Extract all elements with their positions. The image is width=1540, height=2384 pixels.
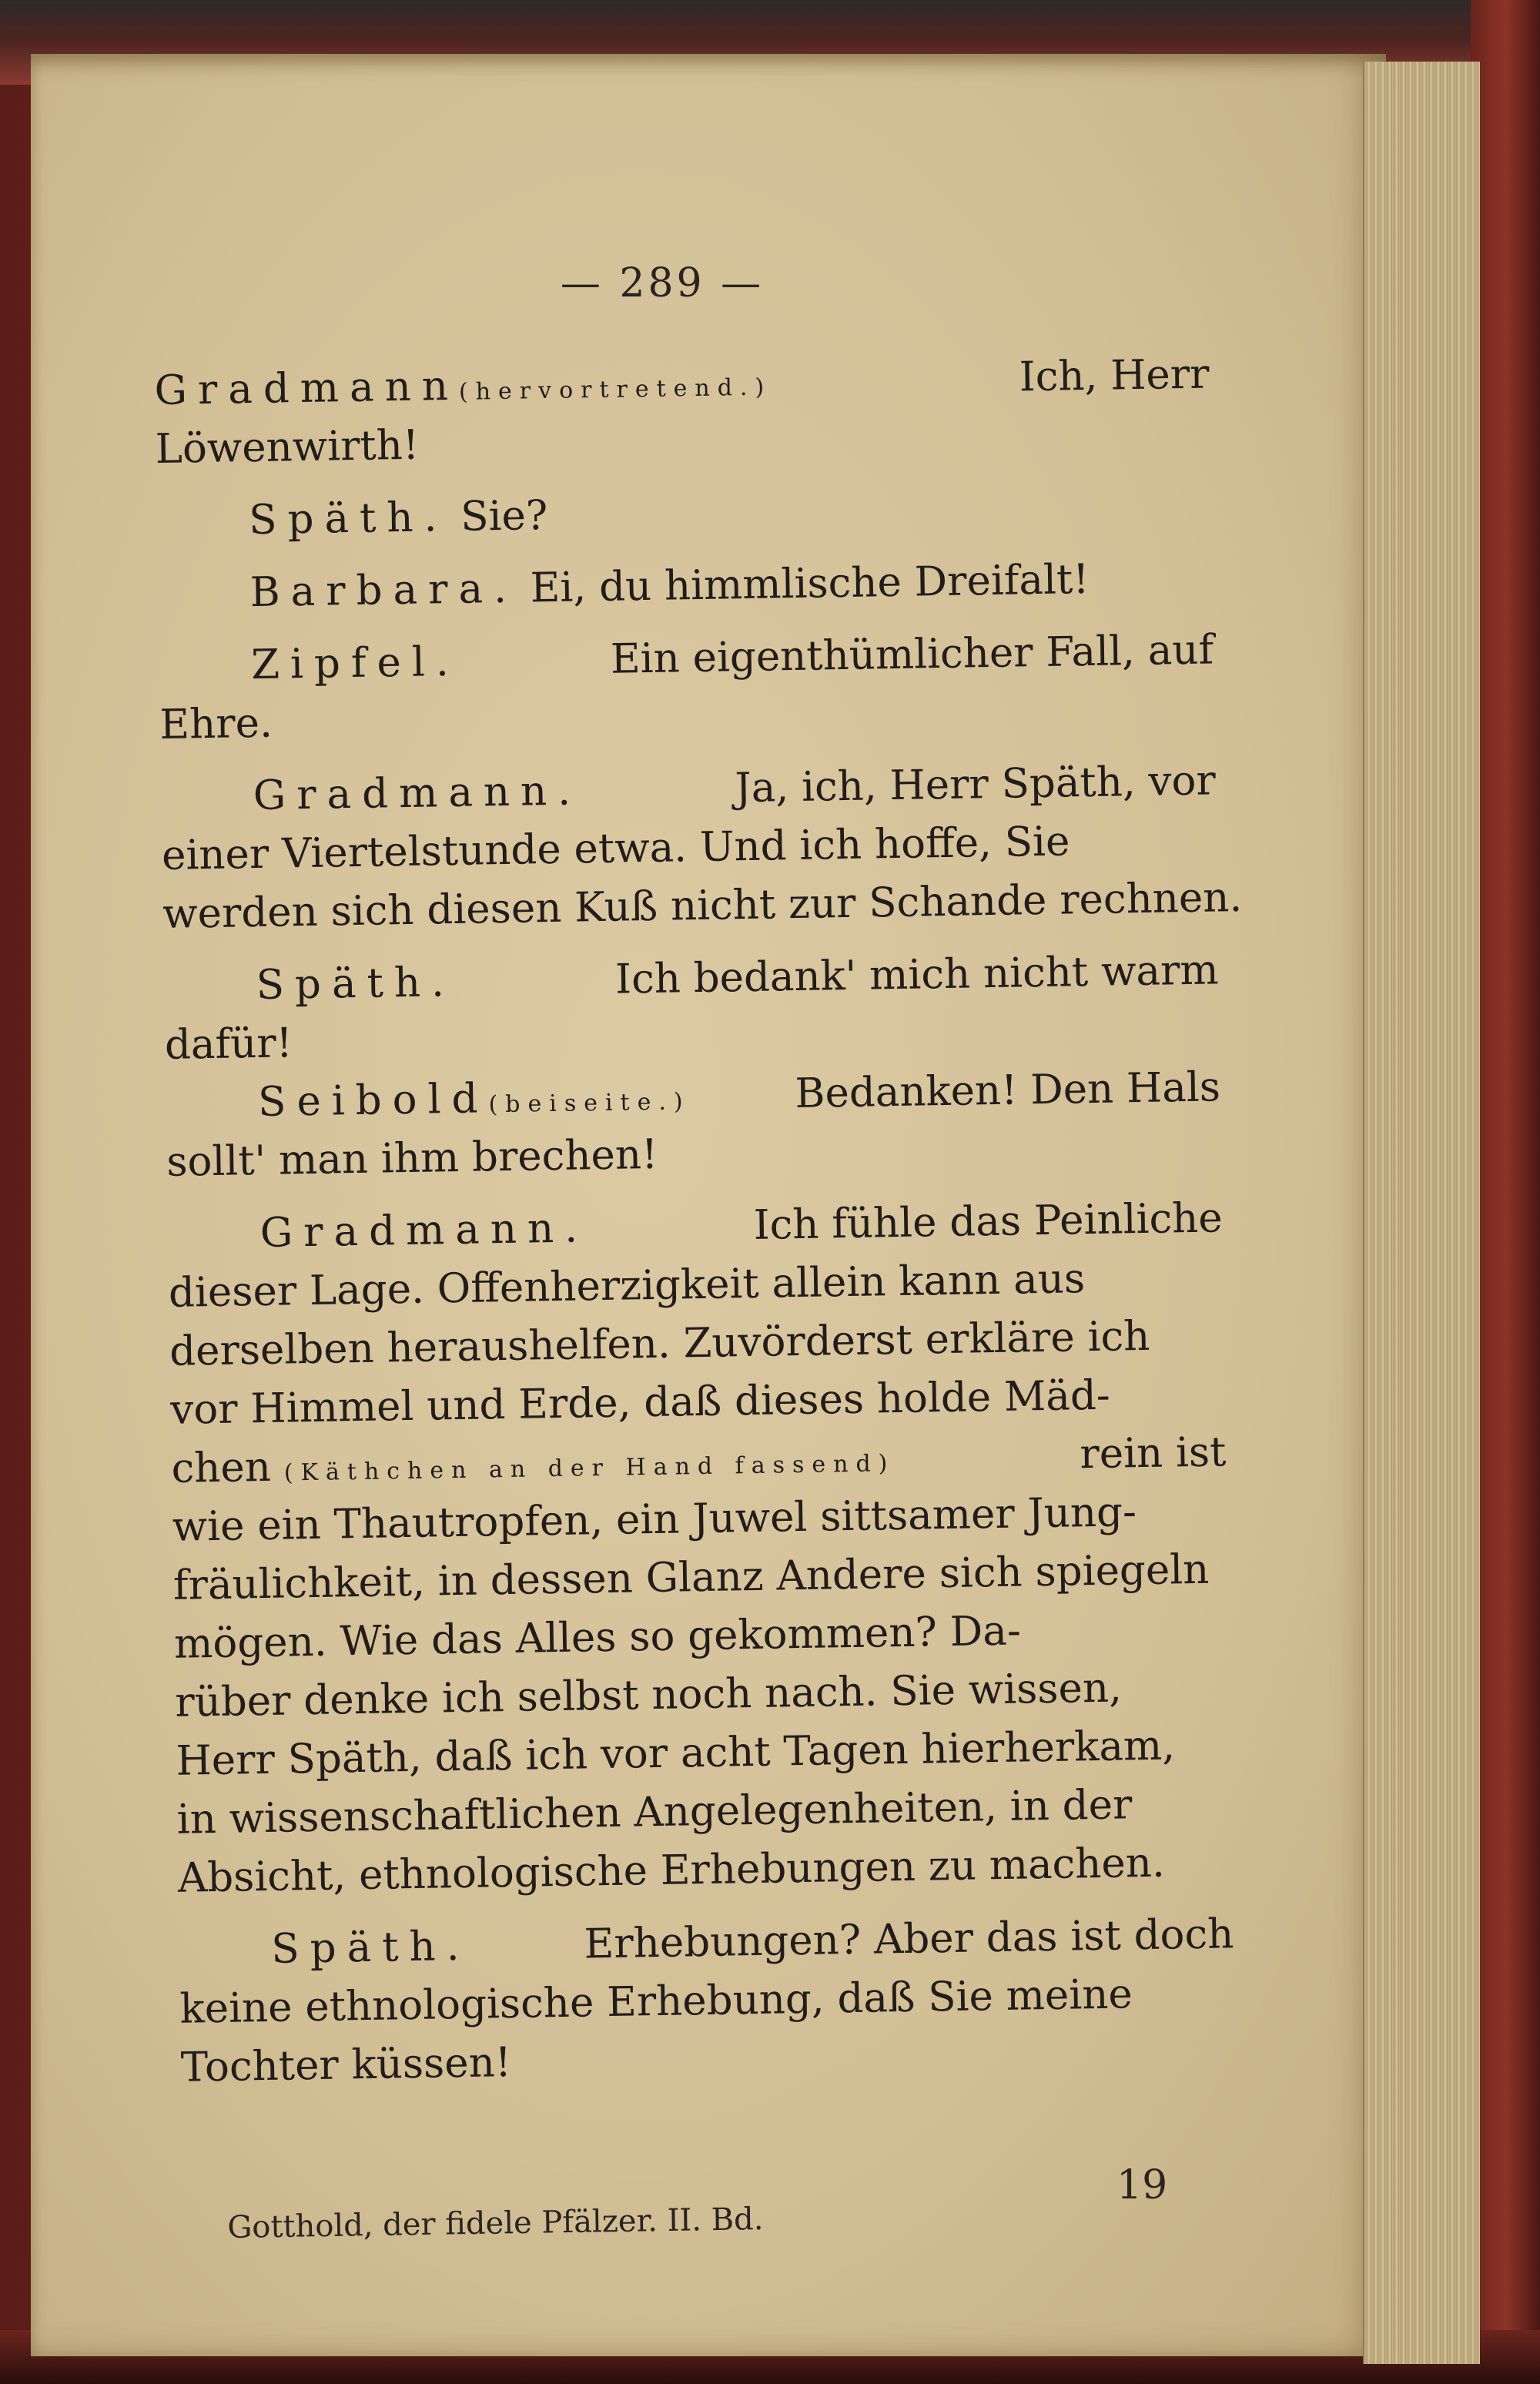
text-line: Tochter küssen! [180, 2038, 512, 2091]
text-line: rüber denke ich selbst noch nach. Sie wissen, [174, 1664, 1123, 1726]
stage-direction: (hervortretend.) [458, 373, 772, 406]
stage-direction: (Käthchen an der Hand fassend) [283, 1450, 896, 1487]
dialogue-text: Ei, du himmlische Dreifalt! [530, 555, 1090, 612]
dialogue-text: Ich, Herr [1019, 350, 1210, 401]
text-line: werden sich diesen Kuß nicht zur Schande rechnen. [162, 873, 1243, 938]
dialogue-text: Ein eigenthümlicher Fall, auf [610, 626, 1214, 683]
page-number: — 289 — [560, 260, 765, 306]
text-line: derselben heraushelfen. Zuvörderst erkläre ich [169, 1312, 1150, 1375]
text-line: Herr Späth, daß ich vor acht Tagen hierherkam, [176, 1722, 1176, 1785]
text-line: in wissenschaftlichen Angelegenheiten, in der [176, 1781, 1133, 1843]
text-line: keine ethnologische Erhebung, daß Sie meine [179, 1970, 1133, 2033]
text-line: dieser Lage. Offenherzigkeit allein kann aus [168, 1255, 1086, 1317]
dialogue-text: Ja, ich, Herr Späth, vor [735, 757, 1217, 812]
text-line: Absicht, ethnologische Erhebungen zu machen. [177, 1839, 1166, 1902]
speaker-name: Späth. [248, 494, 448, 544]
dialogue-text: Bedanken! Den Hals [795, 1063, 1221, 1118]
stage-direction: (beiseite.) [488, 1088, 691, 1119]
text-line: sollt' man ihm brechen! [166, 1130, 658, 1186]
book-page [31, 54, 1386, 2356]
text-line: vor Himmel und Erde, daß dieses holde Mäd- [169, 1371, 1111, 1434]
text-line: dafür! [164, 1020, 293, 1069]
text-line: fräulichkeit, in dessen Glanz Andere sich spiegeln [172, 1545, 1210, 1609]
page-footer-signature-line: Gotthold, der fidele Pfälzer. II. Bd. [227, 2202, 764, 2245]
speaker-name: Seibold [257, 1075, 489, 1126]
text-line: wie ein Thautropfen, ein Juwel sittsamer Jung- [172, 1488, 1137, 1551]
dialogue-text: Ich bedank' mich nicht warm [614, 946, 1220, 1003]
text-line: mögen. Wie das Alles so gekommen? Da- [173, 1607, 1022, 1668]
dialogue-text: rein ist [1079, 1428, 1227, 1478]
book-cover-right-edge [1471, 0, 1540, 2384]
speaker-name: Barbara. [249, 564, 518, 617]
speaker-name: Späth. [256, 958, 456, 1010]
page-stack-edges [1363, 62, 1480, 2364]
signature-number: 19 [1116, 2162, 1168, 2208]
text-line: einer Viertelstunde etwa. Und ich hoffe, Sie [161, 818, 1070, 879]
dialogue-text: chen [171, 1443, 272, 1492]
dialogue-text: Erhebungen? Aber das ist doch [584, 1910, 1234, 1968]
dialogue-text: Ich fühle das Peinliche [753, 1194, 1224, 1249]
speaker-name: Gradmann. [259, 1204, 589, 1257]
speaker-name: Gradmann [154, 362, 460, 414]
page-text [154, 345, 1243, 2097]
speaker-name: Gradmann. [253, 767, 582, 820]
dialogue-text: Sie? [460, 491, 548, 541]
text-line: Löwenwirth! [155, 421, 420, 473]
speaker-name: Späth. [270, 1922, 470, 1973]
speaker-name: Zipfel. [250, 638, 460, 689]
text-line: Ehre. [159, 699, 273, 748]
